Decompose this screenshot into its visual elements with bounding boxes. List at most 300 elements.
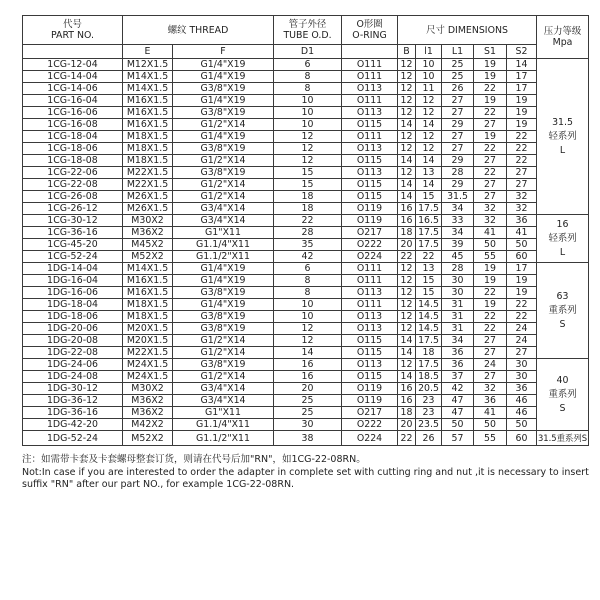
dim-s1-cell: 22	[474, 311, 507, 323]
tube-od-cell: 8	[274, 287, 342, 299]
pressure-rating-line: S	[559, 402, 566, 414]
table-row	[23, 119, 589, 131]
tube-od-cell: 8	[274, 83, 342, 95]
thread-e-cell: M14X1.5	[123, 83, 173, 95]
tube-od-cell: 8	[274, 275, 342, 287]
oring-header-en: O-RING	[352, 30, 387, 41]
dim-s2-cell: 27	[507, 179, 537, 191]
part-no-cell: 1DG-20-08	[23, 335, 123, 347]
pressure-rating-cell	[537, 359, 589, 431]
thread-f-cell: G3/4"X14	[173, 395, 274, 407]
tube-od-cell: 30	[274, 419, 342, 431]
dim-l1-cell: 30	[442, 275, 474, 287]
dim-b-cell: 12	[398, 311, 416, 323]
dim-s2-cell: 19	[507, 287, 537, 299]
thread-f-cell: G1"X11	[173, 227, 274, 239]
table-row	[23, 431, 589, 446]
part-no-cell: 1CG-22-06	[23, 167, 123, 179]
thread-e-cell: M16X1.5	[123, 119, 173, 131]
table-row	[23, 251, 589, 263]
dim-b-cell: 12	[398, 287, 416, 299]
tube-od-cell: 35	[274, 239, 342, 251]
thread-e-cell: M16X1.5	[123, 107, 173, 119]
dim-l1-small-cell: 12	[416, 107, 442, 119]
table-row	[23, 335, 589, 347]
tube-od-header-en: TUBE O.D.	[283, 30, 332, 41]
dim-l1-cell: 34	[442, 335, 474, 347]
thread-f-cell: G3/8"X19	[173, 167, 274, 179]
dim-s1-cell: 32	[474, 383, 507, 395]
part-no-cell: 1DG-36-16	[23, 407, 123, 419]
dim-l1-small-cell: 12	[416, 131, 442, 143]
table-row	[23, 167, 589, 179]
pressure-rating-line: 轻系列	[548, 130, 577, 142]
dim-s2-cell: 19	[507, 95, 537, 107]
dim-l1-small-cell: 13	[416, 167, 442, 179]
dim-s1-cell: 19	[474, 299, 507, 311]
table-row	[23, 407, 589, 419]
dim-s1-cell: 19	[474, 131, 507, 143]
dim-s1-cell: 50	[474, 419, 507, 431]
thread-e-cell: M22X1.5	[123, 179, 173, 191]
dim-s1-cell: 27	[474, 155, 507, 167]
dim-s2-cell: 24	[507, 335, 537, 347]
table-row	[23, 395, 589, 407]
dim-l1-cell: 36	[442, 359, 474, 371]
tube-od-cell: 6	[274, 59, 342, 71]
dim-l1-cell: 47	[442, 407, 474, 419]
dim-s2-cell: 46	[507, 395, 537, 407]
dim-b-cell: 14	[398, 155, 416, 167]
thread-e-cell: M26X1.5	[123, 203, 173, 215]
dim-s2-cell: 41	[507, 227, 537, 239]
oring-cell: O115	[342, 179, 398, 191]
pressure-rating-cell	[537, 215, 589, 263]
dim-s2-cell: 19	[507, 107, 537, 119]
dim-l1-small-cell: 17.5	[416, 335, 442, 347]
thread-f-cell: G3/4"X14	[173, 215, 274, 227]
table-row	[23, 299, 589, 311]
dim-b-cell: 12	[398, 359, 416, 371]
dim-l1-small-cell: 17.5	[416, 227, 442, 239]
dim-s2-cell: 17	[507, 83, 537, 95]
pressure-rating-line: L	[559, 246, 566, 258]
thread-f-cell: G3/8"X19	[173, 287, 274, 299]
dim-s2-cell: 50	[507, 239, 537, 251]
tube-od-cell: 16	[274, 359, 342, 371]
dim-l1-small-cell: 20.5	[416, 383, 442, 395]
oring-cell: O115	[342, 119, 398, 131]
table-row	[23, 359, 589, 371]
dim-s1-cell: 41	[474, 407, 507, 419]
oring-cell: O119	[342, 383, 398, 395]
thread-f-cell: G1/2"X14	[173, 371, 274, 383]
thread-f-cell: G3/8"X19	[173, 83, 274, 95]
dim-l1-small-cell: 11	[416, 83, 442, 95]
thread-e-cell: M18X1.5	[123, 311, 173, 323]
tube-od-cell: 25	[274, 407, 342, 419]
part-no-cell: 1DG-42-20	[23, 419, 123, 431]
oring-cell: O115	[342, 335, 398, 347]
thread-f-cell: G1.1/2"X11	[173, 431, 274, 446]
table-row	[23, 143, 589, 155]
tube-od-cell: 20	[274, 383, 342, 395]
table-row	[23, 59, 589, 71]
oring-cell: O224	[342, 251, 398, 263]
dim-s2-cell: 30	[507, 359, 537, 371]
dim-s2-cell: 22	[507, 131, 537, 143]
part-no-cell: 1CG-18-06	[23, 143, 123, 155]
thread-e-cell: M14X1.5	[123, 263, 173, 275]
dim-s1-cell: 19	[474, 71, 507, 83]
tube-od-cell: 8	[274, 71, 342, 83]
dim-b-cell: 18	[398, 407, 416, 419]
dim-l1-cell: 45	[442, 251, 474, 263]
thread-f-cell: G1/4"X19	[173, 131, 274, 143]
table-row	[23, 71, 589, 83]
part-no-subheader	[23, 45, 123, 59]
dim-s1-cell: 27	[474, 371, 507, 383]
tube-od-cell: 10	[274, 299, 342, 311]
tube-od-cell: 10	[274, 119, 342, 131]
part-no-cell: 1CG-26-12	[23, 203, 123, 215]
table-row	[23, 131, 589, 143]
thread-e-cell: M18X1.5	[123, 131, 173, 143]
thread-header: 螺纹 THREAD	[123, 16, 274, 45]
tube-od-cell: 12	[274, 131, 342, 143]
part-no-cell: 1DG-52-24	[23, 431, 123, 446]
thread-e-cell: M30X2	[123, 215, 173, 227]
dim-l1-small-cell: 17.5	[416, 359, 442, 371]
part-no-cell: 1DG-22-08	[23, 347, 123, 359]
dim-s1-cell: 27	[474, 347, 507, 359]
dim-s1-cell: 19	[474, 263, 507, 275]
pressure-rating-line: 31.5重系列S	[537, 433, 588, 443]
thread-f-cell: G1/4"X19	[173, 95, 274, 107]
tube-od-cell: 12	[274, 155, 342, 167]
dim-s1-cell: 22	[474, 323, 507, 335]
table-row	[23, 191, 589, 203]
part-no-cell: 1CG-45-20	[23, 239, 123, 251]
dim-b-cell: 20	[398, 239, 416, 251]
dim-s2-cell: 22	[507, 299, 537, 311]
pressure-rating-line: 轻系列	[548, 232, 577, 244]
table-row	[23, 275, 589, 287]
thread-e-cell: M45X2	[123, 239, 173, 251]
dim-s2-cell: 50	[507, 419, 537, 431]
part-no-cell: 1CG-18-04	[23, 131, 123, 143]
header-row-main	[23, 16, 589, 45]
dim-b-cell: 12	[398, 107, 416, 119]
dim-s1-cell: 22	[474, 107, 507, 119]
table-row	[23, 239, 589, 251]
dim-b-cell: 12	[398, 263, 416, 275]
tube-od-cell: 15	[274, 179, 342, 191]
pressure-rating-line: 31.5	[552, 116, 573, 128]
thread-f-cell: G3/8"X19	[173, 311, 274, 323]
part-no-cell: 1CG-22-08	[23, 179, 123, 191]
part-no-cell: 1DG-36-12	[23, 395, 123, 407]
dim-b-cell: 22	[398, 251, 416, 263]
dim-l1-small-cell: 10	[416, 71, 442, 83]
dim-s2-cell: 17	[507, 263, 537, 275]
note-cn: 注：如需带卡套及卡套螺母整套订货，则请在代号后加"RN"，如1CG-22-08RN。	[22, 454, 366, 465]
dim-s1-cell: 32	[474, 215, 507, 227]
dim-l1-small-cell: 14	[416, 155, 442, 167]
dim-l1-cell: 31	[442, 323, 474, 335]
table-row	[23, 95, 589, 107]
oring-cell: O111	[342, 95, 398, 107]
dim-l1-small-cell: 14	[416, 119, 442, 131]
thread-e-cell: M22X1.5	[123, 347, 173, 359]
thread-f-cell: G1/2"X14	[173, 347, 274, 359]
dim-b-cell: 12	[398, 299, 416, 311]
tube-od-cell: 22	[274, 215, 342, 227]
pressure-rating-line: 重系列	[548, 304, 577, 316]
part-no-cell: 1CG-16-06	[23, 107, 123, 119]
spec-sheet	[22, 15, 588, 492]
part-no-cell: 1DG-16-04	[23, 275, 123, 287]
oring-cell: O115	[342, 155, 398, 167]
dim-s2-cell: 32	[507, 203, 537, 215]
dim-s1-cell: 27	[474, 191, 507, 203]
oring-cell: O119	[342, 395, 398, 407]
dim-l1-cell: 39	[442, 239, 474, 251]
dim-l1-small-cell: 12	[416, 143, 442, 155]
dim-s1-cell: 19	[474, 275, 507, 287]
dim-s1-cell: 22	[474, 83, 507, 95]
dim-l1-cell: 47	[442, 395, 474, 407]
thread-e-cell: M26X1.5	[123, 191, 173, 203]
dim-s1-cell: 27	[474, 335, 507, 347]
table-row	[23, 287, 589, 299]
pressure-header-unit: Mpa	[552, 37, 573, 48]
dim-l1-cell: 27	[442, 131, 474, 143]
l1-small-header: l1	[416, 45, 442, 59]
thread-f-cell: G1.1/2"X11	[173, 251, 274, 263]
dim-b-cell: 14	[398, 347, 416, 359]
part-no-cell: 1DG-16-06	[23, 287, 123, 299]
thread-f-cell: G1/2"X14	[173, 191, 274, 203]
dim-l1-small-cell: 15	[416, 287, 442, 299]
pressure-rating-line: 40	[556, 374, 569, 386]
thread-f-cell: G1.1/4"X11	[173, 239, 274, 251]
thread-e-cell: M24X1.5	[123, 359, 173, 371]
thread-e-cell: M36X2	[123, 227, 173, 239]
dim-l1-small-cell: 22	[416, 251, 442, 263]
oring-cell: O119	[342, 215, 398, 227]
dim-l1-small-cell: 17.5	[416, 239, 442, 251]
tube-od-cell: 12	[274, 335, 342, 347]
dim-l1-small-cell: 10	[416, 59, 442, 71]
part-no-cell: 1DG-18-04	[23, 299, 123, 311]
dim-l1-cell: 25	[442, 71, 474, 83]
tube-od-cell: 18	[274, 191, 342, 203]
thread-f-cell: G1/2"X14	[173, 155, 274, 167]
l1-header: L1	[442, 45, 474, 59]
dim-l1-cell: 34	[442, 203, 474, 215]
tube-od-cell: 42	[274, 251, 342, 263]
tube-od-cell: 10	[274, 95, 342, 107]
part-no-cell: 1CG-14-04	[23, 71, 123, 83]
dim-s2-cell: 24	[507, 323, 537, 335]
tube-od-cell: 28	[274, 227, 342, 239]
oring-cell: O111	[342, 275, 398, 287]
note-en-line2: suffix "RN" after our part NO., for example 1CG-22-08RN.	[22, 479, 295, 490]
thread-e-cell: M20X1.5	[123, 323, 173, 335]
oring-cell: O113	[342, 311, 398, 323]
oring-cell: O115	[342, 371, 398, 383]
dim-s2-cell: 27	[507, 167, 537, 179]
note-en-line1: Not:In case if you are interested to order the adapter in complete set with cutting ring and nut ,it is necessary to insert	[22, 466, 589, 478]
thread-f-cell: G3/8"X19	[173, 107, 274, 119]
dim-l1-cell: 31	[442, 299, 474, 311]
part-no-cell: 1DG-30-12	[23, 383, 123, 395]
part-no-cell: 1DG-24-06	[23, 359, 123, 371]
oring-cell: O113	[342, 83, 398, 95]
oring-cell: O111	[342, 263, 398, 275]
dim-l1-cell: 28	[442, 263, 474, 275]
dim-l1-cell: 42	[442, 383, 474, 395]
thread-e-cell: M22X1.5	[123, 167, 173, 179]
dim-b-cell: 12	[398, 275, 416, 287]
dim-b-cell: 14	[398, 119, 416, 131]
oring-cell: O217	[342, 407, 398, 419]
thread-e-cell: M16X1.5	[123, 275, 173, 287]
tube-od-cell: 14	[274, 347, 342, 359]
pressure-rating-line: S	[559, 318, 566, 330]
dim-s2-cell: 36	[507, 383, 537, 395]
dim-l1-small-cell: 13	[416, 263, 442, 275]
dim-l1-cell: 37	[442, 371, 474, 383]
thread-f-cell: G3/8"X19	[173, 143, 274, 155]
tube-od-cell: 25	[274, 395, 342, 407]
oring-cell: O113	[342, 287, 398, 299]
dim-b-cell: 14	[398, 191, 416, 203]
thread-e-cell: M52X2	[123, 431, 173, 446]
dim-s2-cell: 30	[507, 371, 537, 383]
thread-f-cell: G3/8"X19	[173, 359, 274, 371]
dim-s1-cell: 24	[474, 359, 507, 371]
dim-b-cell: 12	[398, 323, 416, 335]
dim-l1-cell: 33	[442, 215, 474, 227]
table-row	[23, 263, 589, 275]
thread-e-cell: M24X1.5	[123, 371, 173, 383]
part-no-cell: 1CG-16-08	[23, 119, 123, 131]
dim-l1-small-cell: 12	[416, 95, 442, 107]
thread-e-cell: M36X2	[123, 407, 173, 419]
s2-header: S2	[507, 45, 537, 59]
oring-cell: O113	[342, 107, 398, 119]
dim-b-cell: 12	[398, 143, 416, 155]
pressure-rating-cell	[537, 263, 589, 359]
table-row	[23, 155, 589, 167]
dim-s2-cell: 22	[507, 143, 537, 155]
dim-l1-small-cell: 15	[416, 275, 442, 287]
part-no-cell: 1CG-18-08	[23, 155, 123, 167]
thread-e-cell: M14X1.5	[123, 71, 173, 83]
dim-s1-cell: 22	[474, 143, 507, 155]
tube-od-cell: 10	[274, 311, 342, 323]
dim-b-cell: 14	[398, 371, 416, 383]
dim-l1-small-cell: 14.5	[416, 323, 442, 335]
dim-l1-small-cell: 23	[416, 395, 442, 407]
tube-od-cell: 6	[274, 263, 342, 275]
dim-s2-cell: 22	[507, 311, 537, 323]
table-row	[23, 215, 589, 227]
dim-s1-cell: 41	[474, 227, 507, 239]
dimensions-header: 尺寸 DIMENSIONS	[398, 16, 537, 45]
part-no-cell: 1CG-52-24	[23, 251, 123, 263]
table-row	[23, 383, 589, 395]
b-header: B	[398, 45, 416, 59]
pressure-header-cn: 压力等级	[543, 26, 582, 37]
dim-l1-cell: 26	[442, 83, 474, 95]
dim-l1-small-cell: 18	[416, 347, 442, 359]
tube-od-header-cn: 管子外径	[288, 19, 327, 30]
dim-s2-cell: 14	[507, 59, 537, 71]
dim-l1-cell: 29	[442, 155, 474, 167]
thread-f-cell: G1/4"X19	[173, 275, 274, 287]
oring-cell: O111	[342, 71, 398, 83]
thread-e-cell: M20X1.5	[123, 335, 173, 347]
part-no-cell: 1DG-18-06	[23, 311, 123, 323]
dim-l1-cell: 28	[442, 167, 474, 179]
table-body	[23, 59, 589, 446]
dim-b-cell: 12	[398, 131, 416, 143]
tube-od-cell: 10	[274, 107, 342, 119]
table-row	[23, 371, 589, 383]
thread-e-cell: M42X2	[123, 419, 173, 431]
tube-od-header	[274, 16, 342, 45]
pressure-rating-cell	[537, 431, 589, 446]
d1-header: D1	[274, 45, 342, 59]
dim-l1-small-cell: 15	[416, 191, 442, 203]
dim-l1-small-cell: 16.5	[416, 215, 442, 227]
dim-s1-cell: 32	[474, 203, 507, 215]
oring-cell: O111	[342, 131, 398, 143]
oring-cell: O222	[342, 419, 398, 431]
dim-s2-cell: 22	[507, 155, 537, 167]
thread-f-cell: G3/8"X19	[173, 323, 274, 335]
dim-s2-cell: 60	[507, 431, 537, 446]
table-row	[23, 323, 589, 335]
table-row	[23, 83, 589, 95]
thread-e-cell: M36X2	[123, 395, 173, 407]
oring-cell: O113	[342, 323, 398, 335]
dim-s1-cell: 50	[474, 239, 507, 251]
thread-f-cell: G1/2"X14	[173, 335, 274, 347]
dim-l1-small-cell: 14.5	[416, 311, 442, 323]
pressure-rating-line: 重系列	[548, 388, 577, 400]
dim-b-cell: 14	[398, 179, 416, 191]
part-no-header	[23, 16, 123, 45]
dim-s1-cell: 22	[474, 287, 507, 299]
tube-od-cell: 38	[274, 431, 342, 446]
oring-subheader	[342, 45, 398, 59]
dim-l1-cell: 25	[442, 59, 474, 71]
part-no-cell: 1DG-20-06	[23, 323, 123, 335]
dim-l1-cell: 27	[442, 107, 474, 119]
tube-od-cell: 18	[274, 203, 342, 215]
thread-f-header: F	[173, 45, 274, 59]
thread-f-cell: G1"X11	[173, 407, 274, 419]
thread-e-cell: M18X1.5	[123, 155, 173, 167]
thread-e-cell: M16X1.5	[123, 95, 173, 107]
table-row	[23, 419, 589, 431]
table-row	[23, 203, 589, 215]
dim-b-cell: 16	[398, 383, 416, 395]
